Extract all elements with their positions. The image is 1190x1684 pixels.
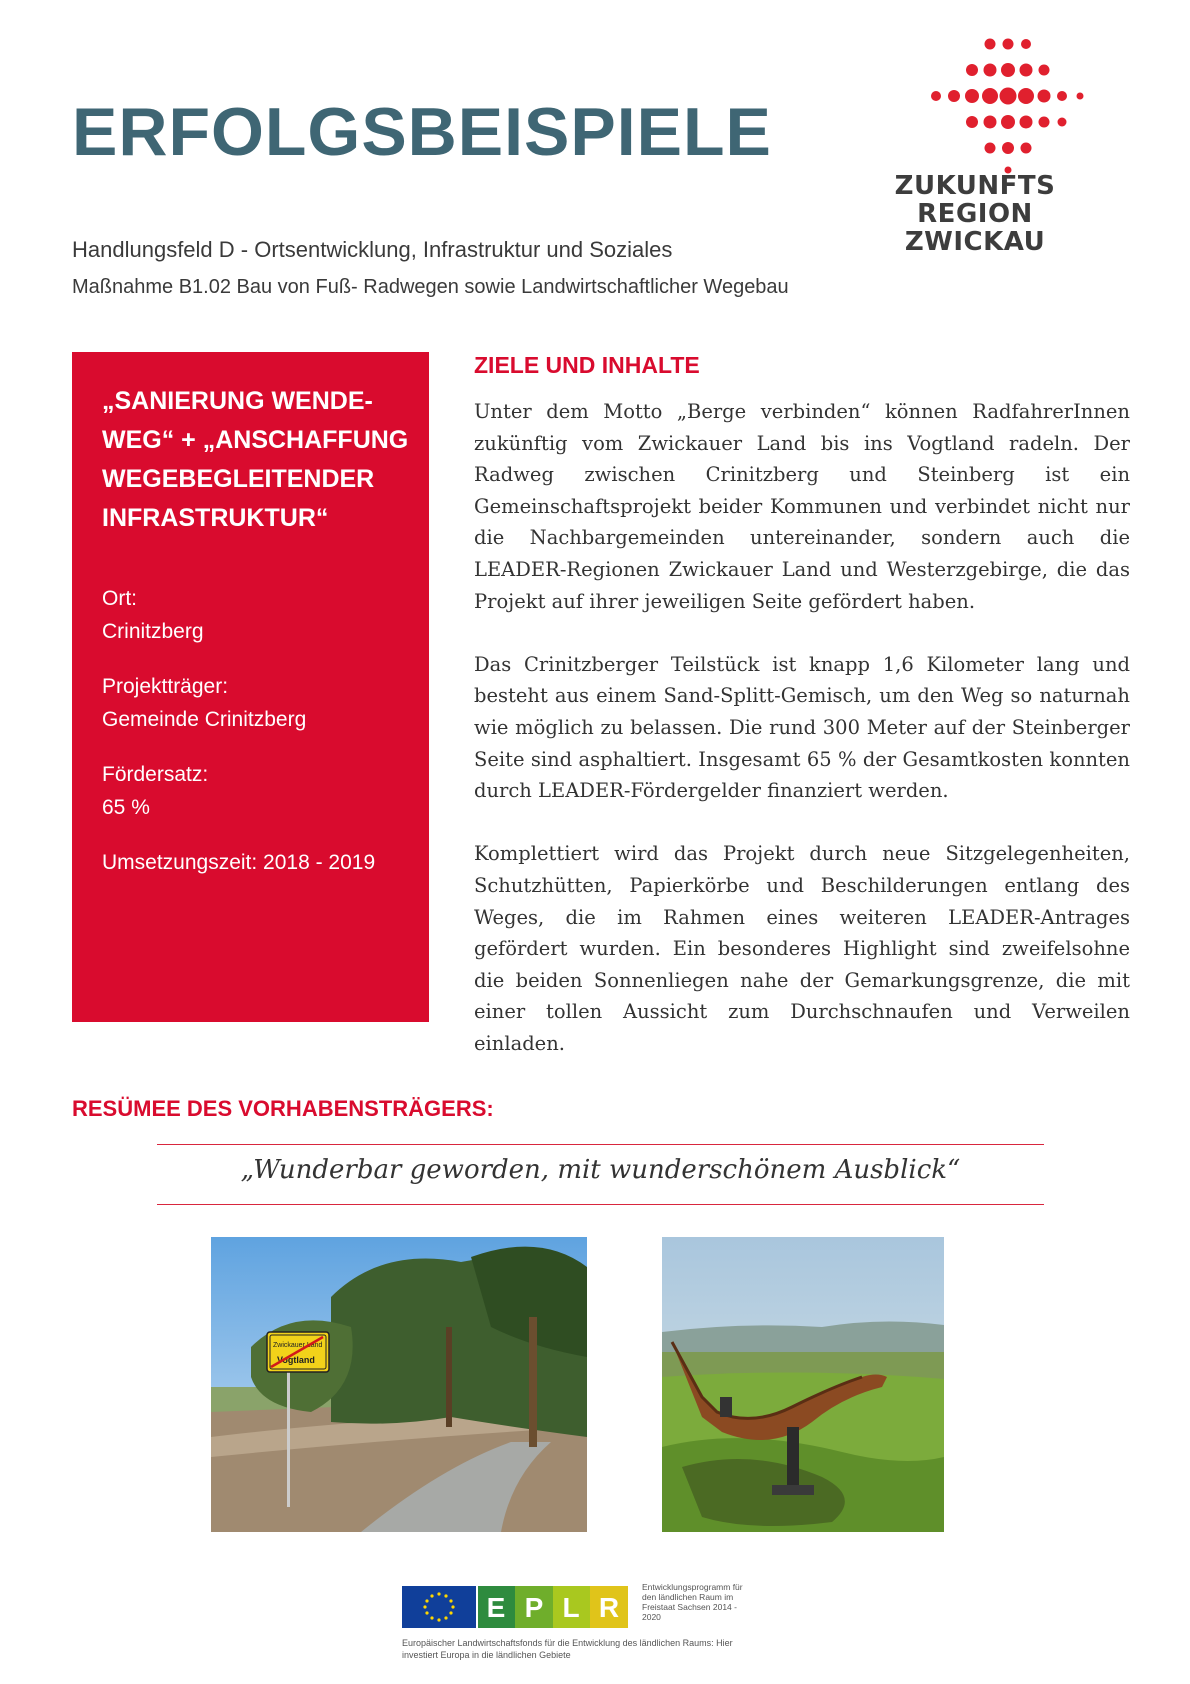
eplr-letter-l: L xyxy=(562,1592,580,1623)
eplr-caption: Entwicklungsprogramm für den ländlichen Raum im Freistaat Sachsen 2014 - 2020 xyxy=(642,1582,743,1622)
field-line: Handlungsfeld D - Ortsentwicklung, Infrastruktur und Soziales xyxy=(72,237,673,262)
measure-line: Maßnahme B1.02 Bau von Fuß- Radwegen sowie Landwirtschaftlicher Wegebau xyxy=(72,276,789,298)
sign-bottom-text: Vogtland xyxy=(277,1355,315,1365)
goals-paragraph-2: Das Crinitzberger Teilstück ist knapp 1,6 Kilometer lang und besteht aus einem Sand-Splitt-Gemisch, um den Weg so naturnah wie möglich zu belassen. Die rund 300 Meter auf der Steinberger Seite sind asphaltiert. Insgesamt 65 % der Gesamtkosten konnten durch LEADER-Fördergelder finanziert werden. xyxy=(474,652,1130,803)
logo-line-3: ZWICKAU xyxy=(904,227,1046,257)
logo-line-2: REGION xyxy=(917,199,1033,229)
sign-top-text: Zwickauer Land xyxy=(273,1342,323,1349)
zukunftsregion-logo xyxy=(880,22,1180,262)
eu-flag-icon xyxy=(402,1586,476,1628)
goals-paragraph-3: Komplettiert wird das Projekt durch neue Sitzgelegenheiten, Schutzhütten, Papierkörbe und Beschilderungen entlang des Weges, die im Rahmen eines weiteren LEADER-Antrages gefördert wurden. Ein besonderes Highlight sind zweifelsohne die beiden Sonnenliegen nahe der Gemarkungsgrenze, die mit einer tollen Aussicht zum Durchschnaufen und Verweilen einladen. xyxy=(474,842,1130,1055)
path-landscape-illustration xyxy=(211,1237,587,1532)
photo-path-sign xyxy=(211,1237,587,1532)
sponsor-group xyxy=(102,670,419,736)
location-value: Crinitzberg xyxy=(102,620,204,643)
project-title: „SANIERUNG WENDE-WEG“ + „ANSCHAFFUNG WEGEBEGLEITENDER INFRASTRUKTUR“ xyxy=(102,387,409,532)
photo-sun-lounger xyxy=(662,1237,944,1532)
rate-label: Fördersatz: xyxy=(102,763,209,786)
sponsor-label: Projektträger: xyxy=(102,675,229,698)
quote-divider-top xyxy=(157,1144,1044,1145)
page-title: ERFOLGSBEISPIELE xyxy=(72,94,772,170)
project-info-box xyxy=(72,352,429,1022)
lounger-landscape-illustration xyxy=(662,1237,944,1532)
quote-divider-bottom xyxy=(157,1204,1044,1205)
logo-text xyxy=(880,172,1070,256)
goals-body xyxy=(474,396,1130,1059)
logo-line-1: ZUKUNFTS xyxy=(894,171,1056,201)
eplr-logo xyxy=(478,1586,628,1628)
sponsor-value: Gemeinde Crinitzberg xyxy=(102,708,307,731)
resumee-quote: „Wunderbar geworden, mit wunderschönem Ausblick“ xyxy=(240,1155,961,1185)
dot-cross-icon xyxy=(880,22,1180,182)
rate-value: 65 % xyxy=(102,796,150,819)
duration-text: Umsetzungszeit: 2018 - 2019 xyxy=(102,851,376,874)
rate-group xyxy=(102,758,419,824)
eplr-letter-r: R xyxy=(598,1592,620,1623)
eplr-letter-e: E xyxy=(486,1592,506,1623)
location-label: Ort: xyxy=(102,587,137,610)
eu-funding-text: Europäischer Landwirtschaftsfonds für die Entwicklung des ländlichen Raums: Hier investiert Europa in die ländlichen Gebiete xyxy=(402,1638,733,1660)
eplr-letter-p: P xyxy=(524,1592,544,1623)
location-group xyxy=(102,582,419,648)
goals-heading: ZIELE UND INHALTE xyxy=(474,352,700,378)
goals-paragraph-1: Unter dem Motto „Berge verbinden“ können RadfahrerInnen zukünftig vom Zwickauer Land bis ins Vogtland radeln. Der Radweg zwischen Crinitzberg und Steinberg ist ein Gemeinschaftsprojekt beider Kommunen und verbindet nicht nur die Nachbargemeinden untereinander, sondern auch die LEADER-Regionen Zwickauer Land und Westerzgebirge, die das Projekt auf ihrer jeweiligen Seite gefördert haben. xyxy=(474,400,1130,613)
resumee-heading: RESÜMEE DES VORHABENSTRÄGERS: xyxy=(72,1096,494,1121)
